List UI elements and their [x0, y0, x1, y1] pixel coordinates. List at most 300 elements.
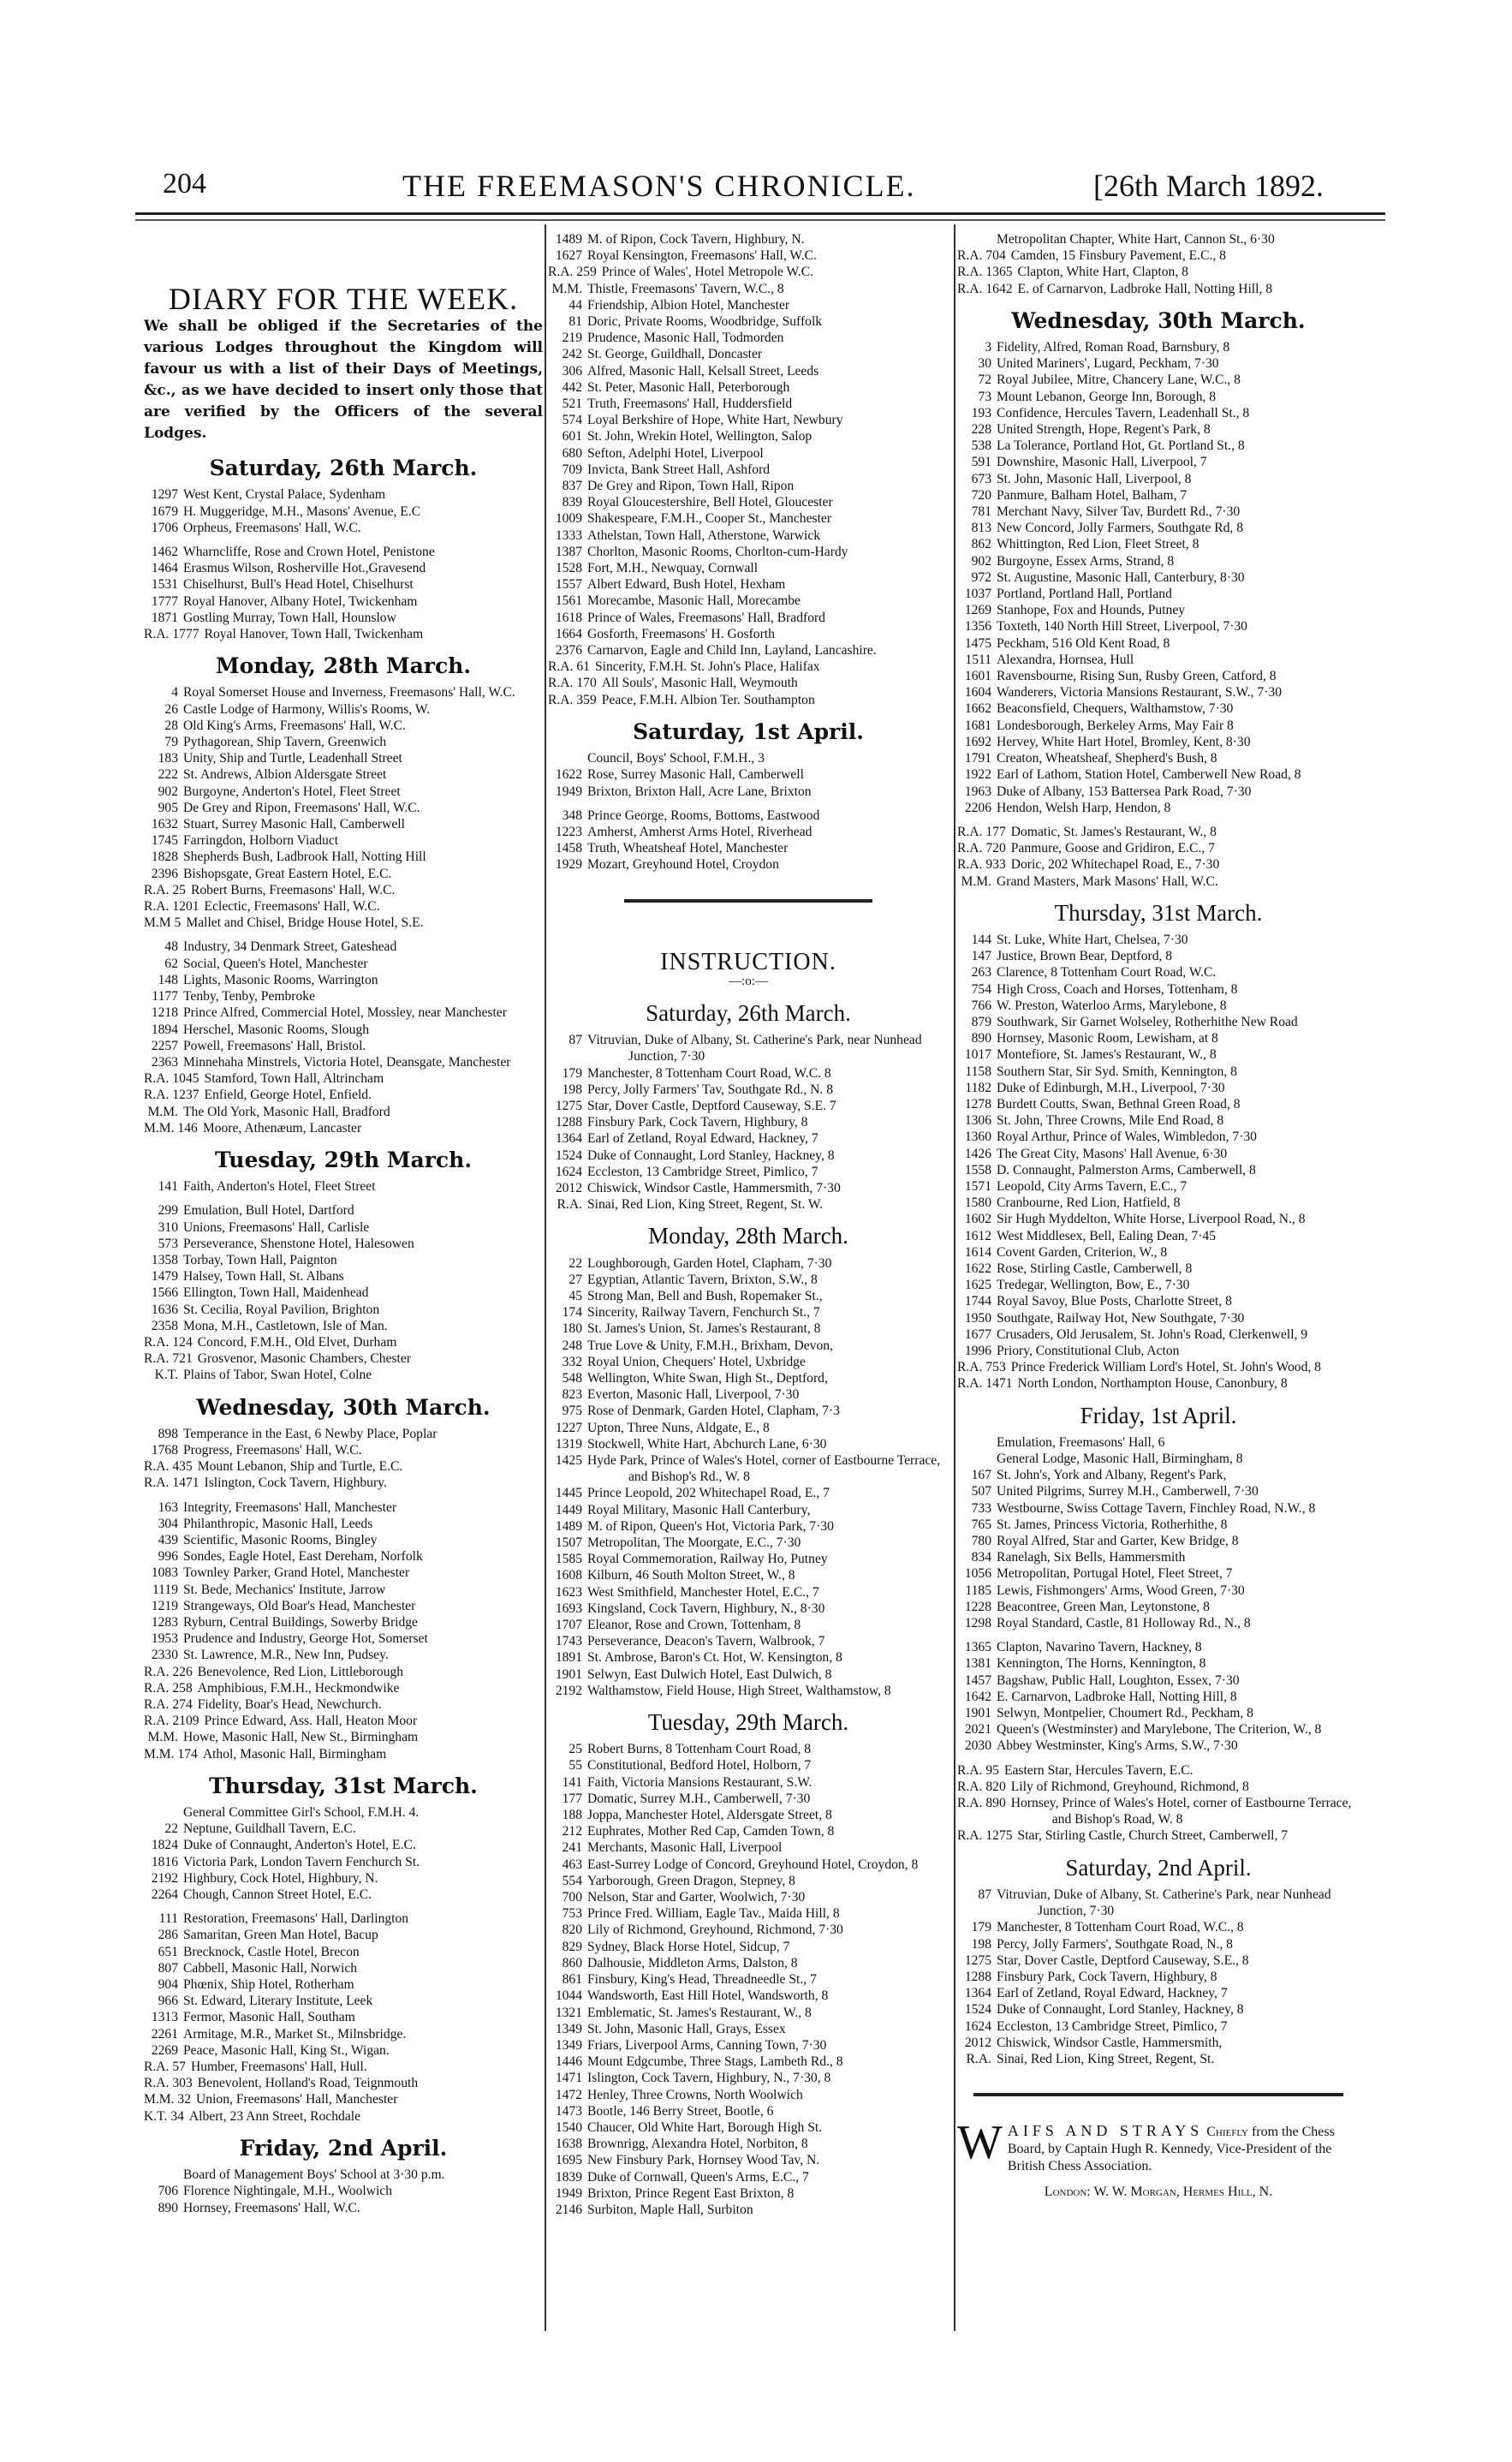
day-heading: Thursday, 31st March. — [1054, 899, 1263, 926]
list-item — [957, 1375, 1360, 1392]
lodge-details: Council, Boys' School, F.M.H., 3 — [587, 751, 765, 766]
lodge-number: R.A. 1471 — [957, 1376, 1013, 1392]
lodge-details: Star, Stirling Castle, Church Street, Camberwell, 7 — [1017, 1828, 1289, 1844]
list-item — [957, 586, 1360, 602]
list-item — [144, 1976, 543, 1993]
lodge-number: 28 — [164, 718, 178, 733]
list-item — [957, 1467, 1360, 1483]
lodge-number: M.M 5 — [144, 915, 182, 931]
lodge-details: Robert Burns, Freemasons' Hall, W.C. — [190, 882, 396, 897]
lodge-number: 1566 — [151, 1285, 178, 1301]
lodge-number: 442 — [562, 379, 582, 395]
list-item — [548, 1255, 949, 1272]
lodge-number: 709 — [562, 462, 582, 477]
lodge-number: 111 — [158, 1911, 178, 1927]
lodge-details: Confidence, Hercules Tavern, Leadenhall St., 8 — [997, 405, 1250, 420]
list-item — [144, 766, 543, 783]
list-item — [144, 2042, 543, 2059]
lodge-details: Southwark, Sir Garnet Wolseley, Rotherhithe New Road — [997, 1014, 1298, 1029]
list-item — [957, 1795, 1360, 1827]
lodge-number: 1218 — [151, 1005, 178, 1021]
lodge-details: Strong Man, Bell and Bush, Ropemaker St., — [587, 1288, 823, 1303]
lodge-number: 1540 — [555, 2119, 582, 2135]
list-item — [957, 618, 1360, 635]
lodge-number: 1009 — [555, 511, 582, 527]
list-item — [144, 1302, 543, 1318]
lodge-number: 1446 — [555, 2054, 582, 2070]
lodge-details: Hyde Park, Prince of Wales's Hotel, corner of Eastbourne Terrace, and Bishop's Rd., W. 8 — [587, 1453, 941, 1485]
list-item — [957, 339, 1360, 355]
list-item — [144, 956, 543, 972]
lodge-details: Royal Military, Masonic Hall Canterbury, — [587, 1502, 811, 1517]
list-item — [957, 668, 1360, 684]
list-item — [957, 750, 1360, 766]
lodge-number: 228 — [971, 422, 991, 438]
list-item — [957, 1434, 1360, 1451]
lodge-details: Stanhope, Fox and Hounds, Putney — [997, 603, 1186, 618]
list-item — [144, 915, 543, 931]
lodge-number: R.A. 124 — [144, 1334, 193, 1350]
lodge-details: Lights, Masonic Rooms, Warrington — [183, 972, 378, 987]
lodge-number: 45 — [568, 1288, 582, 1303]
lodge-details: M. of Ripon, Queen's Hot, Victoria Park, 7·30 — [587, 1518, 834, 1534]
lodge-details: Mona, M.H., Castletown, Isle of Man. — [183, 1318, 388, 1333]
lodge-number: 1349 — [555, 2037, 582, 2053]
lodge-number: 1426 — [964, 1146, 991, 1161]
lodge-details: All Souls', Masonic Hall, Weymouth — [601, 676, 798, 691]
lodge-number — [957, 231, 997, 247]
list-item — [548, 593, 949, 609]
lodge-number: 1333 — [555, 528, 582, 543]
lodge-number: 148 — [158, 972, 178, 987]
lodge-number: 890 — [971, 1031, 991, 1046]
list-item — [548, 1272, 949, 1288]
lodge-number: 1707 — [555, 1618, 582, 1633]
lodge-details: New Concord, Jolly Farmers, Southgate Rd, 8 — [997, 521, 1244, 536]
list-item — [144, 939, 543, 955]
lodge-details: Alfred, Masonic Hall, Kelsall Street, Leeds — [587, 363, 819, 379]
day-heading: Saturday, 2nd April. — [1065, 1854, 1252, 1881]
lodge-number: 1901 — [964, 1706, 991, 1721]
lodge-number: 1219 — [151, 1598, 178, 1613]
lodge-number: 219 — [562, 331, 582, 346]
lodge-details: New Finsbury Park, Hornsey Wood Tav, N. — [587, 2153, 820, 2168]
lodge-details: Prince George, Rooms, Bottoms, Eastwood — [587, 808, 820, 823]
lodge-number: 1364 — [964, 1986, 991, 2001]
list-item — [548, 576, 949, 593]
lodge-details: St. Augustine, Masonic Hall, Canterbury, 8·30 — [997, 569, 1245, 585]
lodge-details: Wellington, White Swan, High St., Deptford, — [587, 1370, 828, 1386]
lodge-number: 1524 — [555, 1148, 582, 1163]
list-item — [548, 1791, 949, 1807]
lodge-details: Covent Garden, Criterion, W., 8 — [997, 1244, 1168, 1260]
day-heading: Tuesday, 29th March. — [214, 1147, 473, 1172]
list-item — [548, 1065, 949, 1082]
lodge-number: 87 — [978, 1887, 991, 1902]
list-item — [957, 1293, 1360, 1309]
lodge-details: Wanderers, Victoria Mansions Restaurant, S.W., 7·30 — [997, 685, 1283, 700]
lodge-details: Islington, Cock Tavern, Highbury, N., 7·30, 8 — [587, 2071, 831, 2086]
lodge-number: R.A. 1201 — [144, 899, 199, 915]
lodge-number: 1632 — [151, 817, 178, 832]
lodge-details: Selwyn, East Dulwich Hotel, East Dulwich, 8 — [587, 1666, 832, 1682]
lodge-number: 1182 — [965, 1080, 991, 1095]
list-item — [144, 1647, 543, 1663]
list-item — [144, 520, 543, 536]
section-divider — [973, 2093, 1343, 2096]
lodge-details: West Middlesex, Bell, Ealing Dean, 7·45 — [997, 1228, 1216, 1243]
lodge-details: Yarborough, Green Dragon, Stepney, 8 — [587, 1873, 795, 1888]
lodge-number: 144 — [971, 932, 991, 947]
list-item — [144, 2200, 543, 2216]
lodge-details: St. James, Princess Victoria, Rotherhithe, 8 — [997, 1517, 1228, 1532]
list-item — [548, 2152, 949, 2168]
lodge-details: Everton, Masonic Hall, Liverpool, 7·30 — [587, 1387, 800, 1403]
column-left — [144, 231, 543, 2216]
lodge-number: 1585 — [555, 1552, 582, 1567]
lodge-details: Wharncliffe, Rose and Crown Hotel, Penistone — [183, 545, 435, 560]
lodge-number: R.A. 2109 — [144, 1714, 199, 1729]
list-item — [548, 1649, 949, 1666]
lodge-number: 1524 — [964, 2002, 991, 2018]
lodge-details: Sinai, Red Lion, King Street, Regent, St. — [997, 2051, 1215, 2066]
lodge-details: Prince Leopold, 202 Whitechapel Road, E., 7 — [587, 1486, 830, 1501]
list-item — [548, 1823, 949, 1839]
lodge-number: 1275 — [555, 1098, 582, 1113]
lodge-number: 1894 — [151, 1022, 178, 1037]
lodge-number: 1306 — [964, 1113, 991, 1129]
lodge-number: M.M. — [551, 281, 582, 296]
lodge-number: 463 — [562, 1857, 582, 1872]
list-item — [548, 1452, 949, 1485]
list-item — [548, 766, 949, 783]
lodge-number: 44 — [568, 297, 582, 313]
lodge-details: Brownrigg, Alexandra Hotel, Norbiton, 8 — [587, 2137, 808, 2152]
lodge-number: 1364 — [555, 1131, 582, 1147]
list-item — [144, 816, 543, 832]
list-item — [144, 684, 543, 700]
lodge-details: Halsey, Town Hall, St. Albans — [183, 1269, 344, 1285]
lodge-number: 1839 — [555, 2169, 582, 2185]
lodge-number: 890 — [158, 2200, 178, 2215]
lodge-details: Westbourne, Swiss Cottage Tavern, Finchley Road, N.W., 8 — [997, 1500, 1316, 1516]
lodge-details: Lily of Richmond, Greyhound, Richmond, 8 — [1010, 1779, 1249, 1794]
list-item — [957, 932, 1360, 948]
lodge-number — [548, 750, 587, 766]
list-item — [957, 405, 1360, 421]
list-item — [957, 602, 1360, 618]
lodge-details: Royal Standard, Castle, 81 Holloway Rd., N., 8 — [997, 1616, 1251, 1631]
list-item — [144, 1120, 543, 1136]
list-item — [548, 1436, 949, 1452]
lodge-number: 1557 — [555, 577, 582, 593]
list-item — [144, 1087, 543, 1103]
lodge-details: Hervey, White Hart Hotel, Bromley, Kent, 8·30 — [997, 734, 1251, 749]
lodge-number: 1511 — [965, 652, 991, 667]
list-item — [957, 1451, 1360, 1467]
lodge-details: Royal Commemoration, Railway Ho, Putney — [587, 1552, 828, 1567]
lodge-details: True Love & Unity, F.M.H., Brixham, Devon, — [587, 1338, 833, 1353]
list-item — [957, 1919, 1360, 1935]
list-item — [548, 2103, 949, 2119]
lodge-details: Sir Hugh Myddelton, White Horse, Liverpool Road, N., 8 — [997, 1212, 1306, 1227]
list-item — [144, 1944, 543, 1960]
lodge-details: St. John's, York and Albany, Regent's Park, — [997, 1468, 1227, 1483]
lodge-number: 1177 — [152, 989, 178, 1004]
lodge-details: St. Bede, Mechanics' Institute, Jarrow — [183, 1582, 386, 1597]
instruction-tuesday-continued — [957, 231, 1360, 297]
list-item — [957, 784, 1360, 800]
lodge-details: Mozart, Greyhound Hotel, Croydon — [587, 857, 779, 873]
list-item — [144, 734, 543, 750]
lodge-number: 905 — [158, 800, 178, 815]
lodge-details: Athelstan, Town Hall, Atherstone, Warwick — [587, 528, 821, 543]
list-item — [144, 800, 543, 816]
lodge-details: Prince Alfred, Commercial Hotel, Mossley, near Manchester — [183, 1005, 507, 1021]
list-item — [957, 1244, 1360, 1261]
lodge-details: Royal Union, Chequers' Hotel, Uxbridge — [587, 1354, 806, 1369]
lodge-number: 820 — [562, 1923, 582, 1938]
lodge-number: 766 — [971, 998, 991, 1013]
list-item — [957, 487, 1360, 504]
list-item — [957, 438, 1360, 454]
lodge-details: Panmure, Balham Hotel, Balham, 7 — [997, 487, 1188, 503]
lodge-number: 1475 — [964, 635, 991, 651]
lodge-number: 147 — [971, 949, 991, 964]
list-item — [548, 1955, 949, 1971]
list-item — [144, 1680, 543, 1696]
lodge-number: R.A. 753 — [957, 1360, 1006, 1375]
lodge-details: Earl of Zetland, Royal Edward, Hackney, 7 — [587, 1131, 819, 1147]
lodge-details: West Smithfield, Manchester Hotel, E.C., 7 — [587, 1584, 819, 1600]
list-item — [957, 454, 1360, 470]
lodge-details: Integrity, Freemasons' Hall, Manchester — [183, 1499, 397, 1515]
lodge-number: 1824 — [151, 1838, 178, 1853]
list-item — [144, 1285, 543, 1301]
lodge-details: Sincerity, F.M.H. St. John's Place, Halifax — [594, 659, 820, 675]
list-item — [144, 1746, 543, 1762]
lodge-details: Euphrates, Mother Red Cap, Camden Town, 8 — [587, 1824, 835, 1839]
lodge-number: 733 — [971, 1500, 991, 1516]
list-item — [548, 313, 949, 330]
day-heading: Saturday, 26th March. — [209, 456, 478, 481]
lodge-details: Scientific, Masonic Rooms, Bingley — [183, 1532, 378, 1547]
lodge-details: Burdett Coutts, Swan, Bethnal Green Road, 8 — [997, 1096, 1241, 1112]
list-item — [957, 1762, 1360, 1779]
list-item — [548, 642, 949, 659]
publication-title: THE FREEMASON'S CHRONICLE. — [402, 169, 916, 203]
lodge-number: 1777 — [151, 593, 178, 609]
lodge-number: 1381 — [964, 1656, 991, 1672]
lodge-number: 1356 — [964, 619, 991, 635]
lodge-number: 222 — [158, 767, 178, 783]
lodge-details: St. Andrews, Albion Aldersgate Street — [183, 767, 387, 783]
lodge-details: Chough, Cannon Street Hotel, E.C. — [183, 1887, 372, 1903]
lodge-details: Percy, Jolly Farmers' Tav, Southgate Rd., N. 8 — [587, 1082, 833, 1097]
list-item — [957, 264, 1360, 280]
lodge-details: Priory, Constitutional Club, Acton — [997, 1344, 1180, 1358]
lodge-details: Portland, Portland Hall, Portland — [997, 587, 1172, 602]
lodge-number: 1623 — [555, 1584, 582, 1600]
lodge-number: R.A. 61 — [548, 659, 590, 675]
lodge-number: 1963 — [964, 784, 991, 799]
list-item — [548, 396, 949, 412]
lodge-number: 1319 — [555, 1436, 582, 1452]
list-item — [957, 1483, 1360, 1499]
list-item — [548, 1354, 949, 1370]
lodge-number: 1679 — [151, 504, 178, 519]
list-item — [548, 1338, 949, 1354]
lodge-number: 860 — [562, 1955, 582, 1970]
lodge-number: 902 — [971, 553, 991, 569]
list-item — [144, 2091, 543, 2107]
lodge-number: 174 — [562, 1305, 582, 1320]
lodge-number: R.A. 259 — [548, 265, 597, 280]
lodge-number: 1458 — [555, 841, 582, 856]
lodge-details: Ellington, Town Hall, Maidenhead — [183, 1285, 369, 1301]
lodge-number: 834 — [971, 1550, 991, 1565]
lodge-details: Joppa, Manchester Hotel, Aldersgate Street, 8 — [587, 1808, 832, 1823]
lodge-details: Victoria Park, London Tavern Fenchurch St. — [183, 1854, 420, 1869]
day-heading: Saturday, 1st April. — [633, 718, 864, 744]
day-heading: Monday, 28th March. — [215, 653, 472, 679]
advert-title: AIFS AND STRAYS — [1007, 2122, 1204, 2140]
list-item — [144, 2108, 543, 2125]
lodge-details: Ranelagh, Six Bells, Hammersmith — [997, 1550, 1186, 1565]
lodge-number: 1464 — [151, 561, 178, 576]
lodge-number: 902 — [158, 784, 178, 799]
lodge-details: Royal Kensington, Freemasons' Hall, W.C. — [587, 248, 817, 264]
list-item — [144, 1054, 543, 1070]
list-item — [957, 1615, 1360, 1631]
lodge-details: Phœnix, Ship Hotel, Rotherham — [183, 1977, 354, 1993]
lodge-number: M.M. — [147, 1730, 178, 1745]
lodge-details: Benevolent, Holland's Road, Teignmouth — [197, 2076, 419, 2091]
lodge-number: 1489 — [555, 1518, 582, 1534]
lodge-details: Truth, Freemasons' Hall, Huddersfield — [587, 396, 793, 412]
lodge-number: R.A. 57 — [144, 2060, 186, 2075]
lodge-number: 1901 — [555, 1666, 582, 1682]
diary-intro: We shall be obliged if the Secretaries of the various Lodges throughout the Kingdom will favour us with a list of their Days of Meetings, &c., as we have decided to insert only those that are verified by the Officers of the several Lodges. — [144, 318, 543, 443]
advert-title-rest: Chiefly — [1206, 2125, 1248, 2140]
lodge-details: Selwyn, Montpelier, Choumert Rd., Peckham, 8 — [997, 1706, 1253, 1721]
list-item — [548, 544, 949, 560]
lodge-details: Alexandra, Hornsea, Hull — [997, 652, 1134, 667]
lodge-number: M.M. — [961, 873, 991, 889]
list-item — [548, 1032, 949, 1064]
lodge-details: Toxteth, 140 North Hill Street, Liverpool, 7·30 — [997, 619, 1247, 635]
lodge-number: 2261 — [151, 2026, 178, 2042]
lodge-details: Duke of Connaught, Lord Stanley, Hackney, 8 — [997, 2002, 1244, 2018]
list-item — [144, 1532, 543, 1548]
lodge-number: 1745 — [151, 833, 178, 849]
list-item — [548, 1617, 949, 1633]
lodge-number: 2358 — [151, 1318, 178, 1333]
list-item — [548, 1196, 949, 1213]
diary-friday-continued — [548, 231, 949, 708]
lodge-number: 1017 — [964, 1047, 991, 1063]
lodge-details: Townley Parker, Grand Hotel, Manchester — [183, 1565, 410, 1581]
lodge-number — [144, 2167, 183, 2183]
lodge-number: 1479 — [151, 1269, 178, 1285]
lodge-number: 1425 — [555, 1453, 582, 1468]
lodge-details: Star, Dover Castle, Deptford Causeway, S.E. 7 — [587, 1098, 836, 1113]
list-item — [548, 1386, 949, 1403]
lodge-details: Mount Lebanon, Ship and Turtle, E.C. — [197, 1459, 403, 1475]
lodge-details: Stuart, Surrey Masonic Hall, Camberwell — [183, 817, 405, 832]
list-item — [957, 1689, 1360, 1705]
lodge-number: R.A. 1365 — [957, 265, 1013, 280]
list-item — [548, 784, 949, 800]
list-item — [957, 856, 1360, 873]
lodge-details: Old King's Arms, Freemasons' Hall, W.C. — [183, 718, 406, 733]
list-item — [548, 2202, 949, 2218]
list-item — [144, 1458, 543, 1475]
lodge-details: Morecambe, Masonic Hall, Morecambe — [587, 593, 801, 609]
list-item — [144, 504, 543, 520]
lodge-details: East-Surrey Lodge of Concord, Greyhound Hotel, Croydon, 8 — [587, 1857, 919, 1872]
lodge-number: R.A. 820 — [957, 1779, 1006, 1794]
lodge-details: Dalhousie, Middleton Arms, Dalston, 8 — [587, 1955, 798, 1970]
lodge-number: 862 — [971, 537, 991, 552]
lodge-details: St. George, Guildhall, Doncaster — [587, 347, 763, 362]
lodge-number: 1360 — [964, 1130, 991, 1145]
lodge-number: 1228 — [964, 1599, 991, 1614]
lodge-number: 1949 — [555, 2185, 582, 2201]
list-item — [957, 553, 1360, 569]
lodge-details: Shakespeare, F.M.H., Cooper St., Manchester — [587, 511, 832, 527]
lodge-details: Doric, Private Rooms, Woodbridge, Suffolk — [587, 314, 823, 330]
list-item — [548, 1873, 949, 1889]
list-item — [548, 1741, 949, 1757]
lodge-number: 1622 — [964, 1261, 991, 1276]
lodge-details: W. Preston, Waterloo Arms, Marylebone, 8 — [997, 998, 1227, 1013]
lodge-details: Panmure, Goose and Gridiron, E.C., 7 — [1010, 841, 1215, 856]
lodge-number: 720 — [971, 487, 991, 503]
lodge-details: Ryburn, Central Buildings, Sowerby Bridge — [183, 1615, 418, 1630]
list-item — [144, 486, 543, 503]
list-item — [548, 1922, 949, 1938]
lodge-number: R.A. 1275 — [957, 1828, 1013, 1844]
list-item — [957, 2018, 1360, 2035]
lodge-number: M.M. 174 — [144, 1746, 198, 1762]
list-item — [957, 1985, 1360, 2001]
list-item — [957, 1655, 1360, 1672]
lodge-details: Stamford, Town Hall, Altrincham — [204, 1071, 384, 1087]
page-number: 204 — [163, 168, 206, 200]
lodge-number: 167 — [971, 1468, 991, 1483]
list-item — [144, 849, 543, 865]
lodge-details: Eccleston, 13 Cambridge Street, Pimlico, 7 — [587, 1164, 819, 1179]
list-item — [548, 824, 949, 840]
lodge-details: Royal Alfred, Star and Garter, Kew Bridge, 8 — [997, 1534, 1239, 1549]
lodge-details: Plains of Tabor, Swan Hotel, Colne — [183, 1368, 372, 1383]
lodge-number: 781 — [971, 504, 991, 520]
lodge-details: St. Ambrose, Baron's Ct. Hot, W. Kensington, 8 — [587, 1650, 842, 1666]
lodge-number: 332 — [562, 1354, 582, 1369]
list-item — [144, 1713, 543, 1729]
lodge-number: 2206 — [964, 800, 991, 815]
list-item — [957, 800, 1360, 816]
lodge-number: 1275 — [964, 1952, 991, 1968]
lodge-details: The Great City, Masons' Hall Avenue, 6·30 — [997, 1146, 1228, 1161]
list-item — [548, 1485, 949, 1501]
lodge-details: Prudence, Masonic Hall, Todmorden — [587, 331, 784, 346]
lodge-number: K.T. 34 — [144, 2108, 184, 2124]
lodge-number: 2021 — [964, 1722, 991, 1738]
lodge-number: R.A. 890 — [957, 1796, 1006, 1811]
lodge-details: Finsbury, King's Head, Threadneedle St., 7 — [587, 1972, 817, 1988]
